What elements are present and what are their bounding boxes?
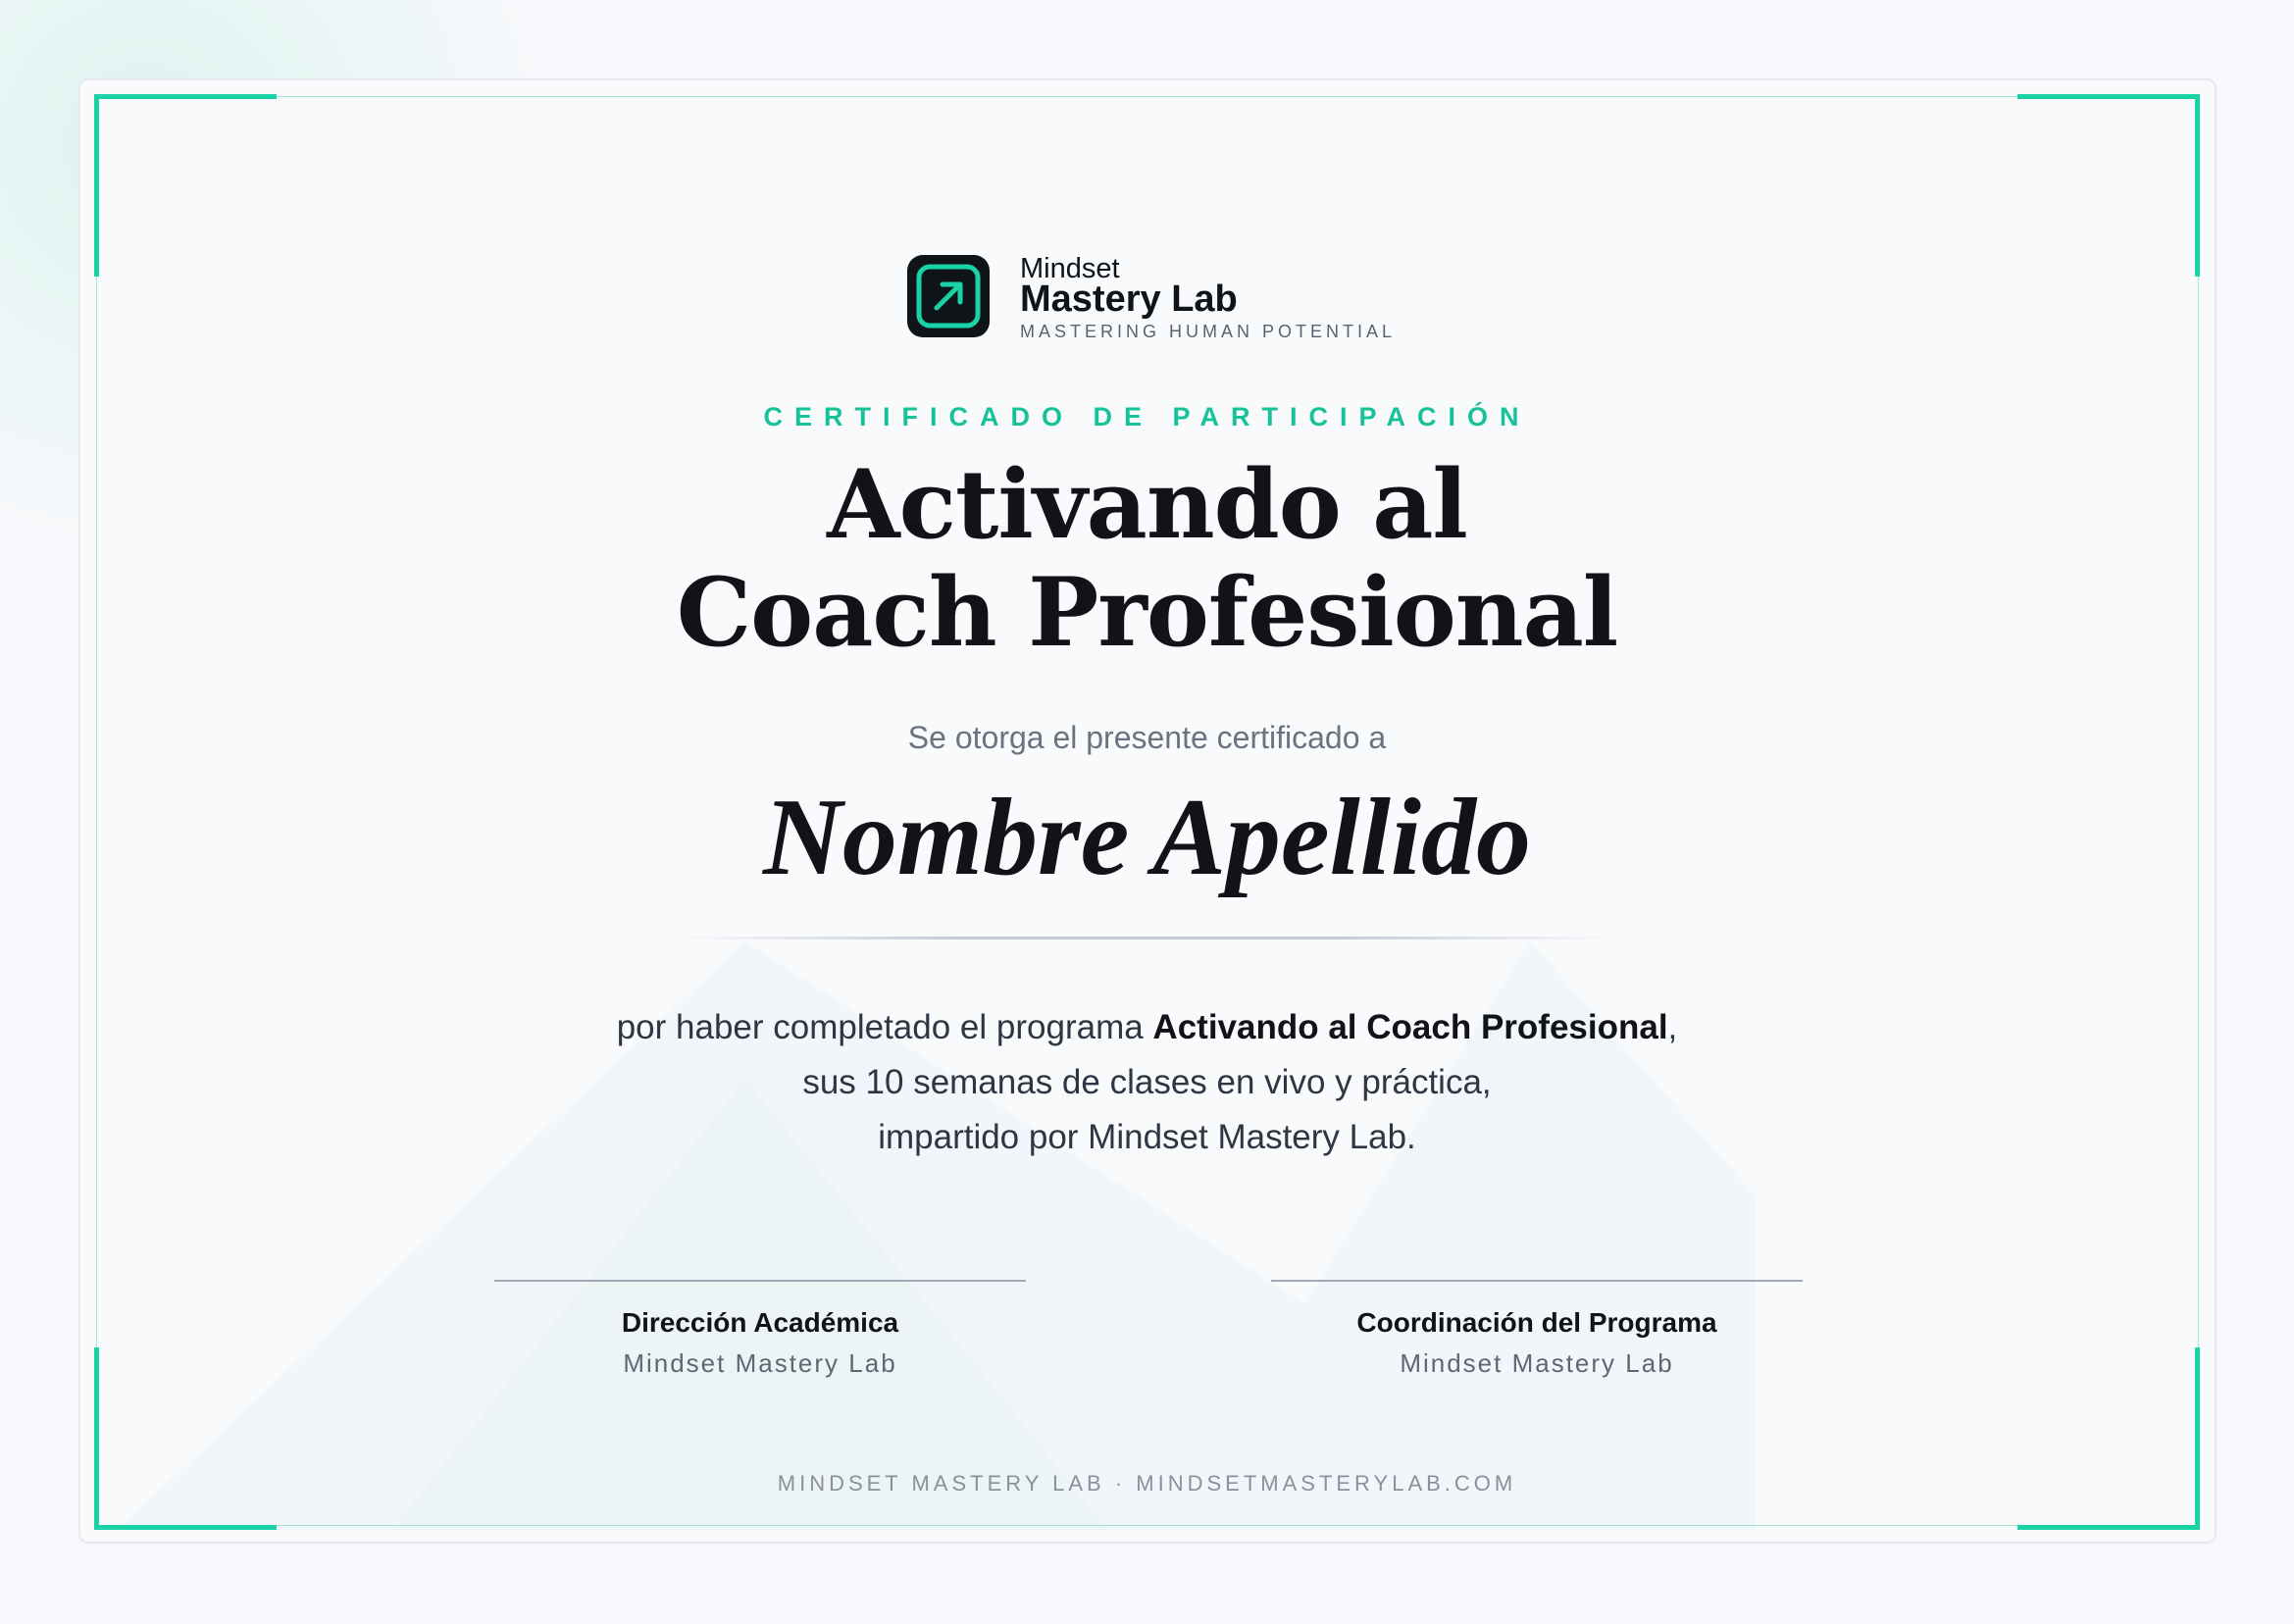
title-line-2: Coach Profesional bbox=[676, 557, 1618, 668]
body-line-3: impartido por Mindset Mastery Lab. bbox=[878, 1118, 1416, 1156]
arrow-up-right-icon bbox=[907, 255, 990, 337]
signature-org: Mindset Mastery Lab bbox=[1400, 1348, 1674, 1378]
body-line-1-suffix: , bbox=[1667, 1008, 1678, 1046]
signature-role: Dirección Académica bbox=[621, 1307, 899, 1338]
certificate-title bbox=[0, 451, 2294, 667]
program-name: Activando al Coach Profesional bbox=[1152, 1008, 1668, 1046]
brand-tagline: MASTERING HUMAN POTENTIAL bbox=[1020, 322, 1397, 341]
name-divider bbox=[677, 937, 1618, 939]
footer-text: MINDSET MASTERY LAB · MINDSETMASTERYLAB.COM bbox=[777, 1471, 1517, 1496]
recipient-name: Nombre Apellido bbox=[763, 777, 1531, 898]
signature-line bbox=[494, 1280, 1026, 1282]
certificate-body bbox=[0, 1000, 2294, 1165]
brand-name-big: Mastery Lab bbox=[1020, 279, 1238, 320]
brand-name-small: Mindset bbox=[1020, 253, 1120, 284]
body-line-1-prefix: por haber completado el programa bbox=[616, 1008, 1153, 1046]
corner-accent-bottom-right bbox=[2017, 1347, 2200, 1530]
body-line-2: sus 10 semanas de clases en vivo y práctica, bbox=[802, 1063, 1492, 1101]
corner-accent-bottom-left bbox=[94, 1347, 277, 1530]
title-line-1: Activando al bbox=[827, 449, 1467, 560]
signature-line bbox=[1271, 1280, 1803, 1282]
awarded-to-label: Se otorga el presente certificado a bbox=[907, 720, 1387, 755]
signature-role: Coordinación del Programa bbox=[1356, 1307, 1717, 1338]
signature-block-left bbox=[494, 1280, 1026, 1379]
corner-accent-top-right bbox=[2017, 94, 2200, 277]
body-line-1 bbox=[0, 1000, 2294, 1055]
corner-accent-top-left bbox=[94, 94, 277, 277]
certificate-eyebrow: CERTIFICADO DE PARTICIPACIÓN bbox=[763, 402, 1531, 431]
signature-org: Mindset Mastery Lab bbox=[623, 1348, 897, 1378]
signature-block-right bbox=[1271, 1280, 1803, 1379]
